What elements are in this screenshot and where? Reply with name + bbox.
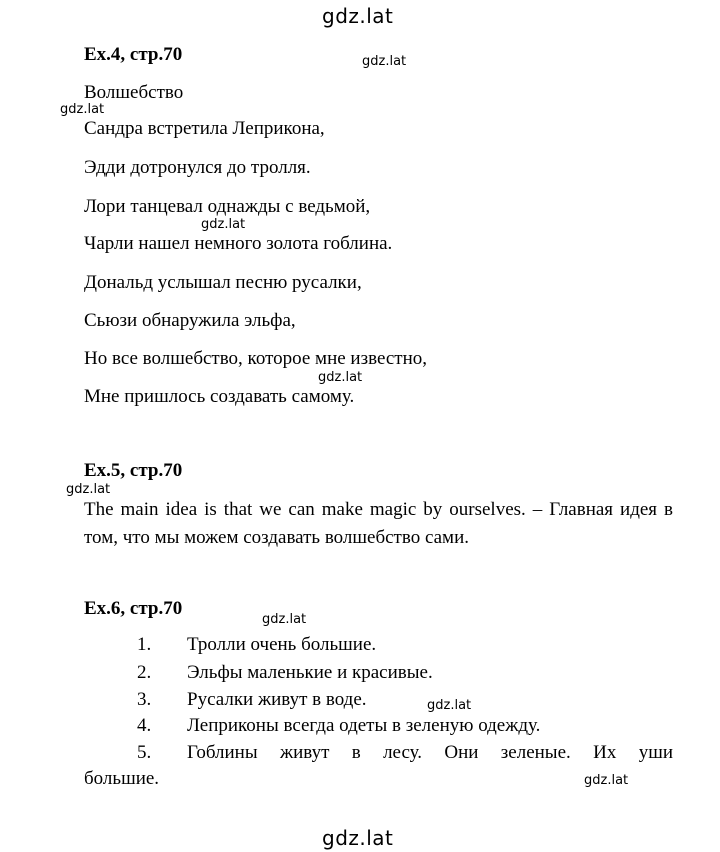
watermark: gdz.lat <box>362 54 407 69</box>
watermark: gdz.lat <box>201 217 246 232</box>
poem-line: Сьюзи обнаружила эльфа, <box>84 310 296 331</box>
watermark: gdz.lat <box>427 698 472 713</box>
list-item-continuation: большие. <box>84 768 160 789</box>
poem-line: Мне пришлось создавать самому. <box>84 386 355 407</box>
list-item-number: 5. <box>137 742 152 763</box>
poem-line: Лори танцевал однажды с ведьмой, <box>84 196 371 217</box>
watermark: gdz.lat <box>66 482 111 497</box>
poem-line: Чарли нашел немного золота гоблина. <box>84 233 393 254</box>
list-item-text: Русалки живут в воде. <box>187 689 367 710</box>
list-item-text: Тролли очень большие. <box>187 634 377 655</box>
footer-watermark: gdz.lat <box>322 826 394 850</box>
poem-title: Волшебство <box>84 82 184 103</box>
ex6-heading: Ex.6, стр.70 <box>84 598 183 619</box>
list-item-text: Эльфы маленькие и красивые. <box>187 662 433 683</box>
list-item-number: 1. <box>137 634 152 655</box>
list-item-number: 3. <box>137 689 152 710</box>
ex5-paragraph: The main idea is that we can make magic by ourselves. – Главная идея в том, что мы можем создавать волшебство сами. <box>84 499 673 548</box>
poem-line: Дональд услышал песню русалки, <box>84 272 362 293</box>
poem-line: Но все волшебство, которое мне известно, <box>84 348 428 369</box>
watermark: gdz.lat <box>584 773 629 788</box>
poem-line: Эдди дотронулся до тролля. <box>84 157 311 178</box>
list-item-text: Леприконы всегда одеты в зеленую одежду. <box>187 715 541 736</box>
watermark: gdz.lat <box>318 370 363 385</box>
ex5-heading: Ex.5, стр.70 <box>84 460 183 481</box>
header-watermark: gdz.lat <box>322 4 394 28</box>
poem-line: Сандра встретила Леприкона, <box>84 118 325 139</box>
list-item-number: 2. <box>137 662 152 683</box>
watermark: gdz.lat <box>262 612 307 627</box>
ex4-heading: Ex.4, стр.70 <box>84 44 183 65</box>
list-item-number: 4. <box>137 715 152 736</box>
list-item-text: Гоблины живут в лесу. Они зеленые. Их уши <box>187 742 673 763</box>
watermark: gdz.lat <box>60 102 105 117</box>
